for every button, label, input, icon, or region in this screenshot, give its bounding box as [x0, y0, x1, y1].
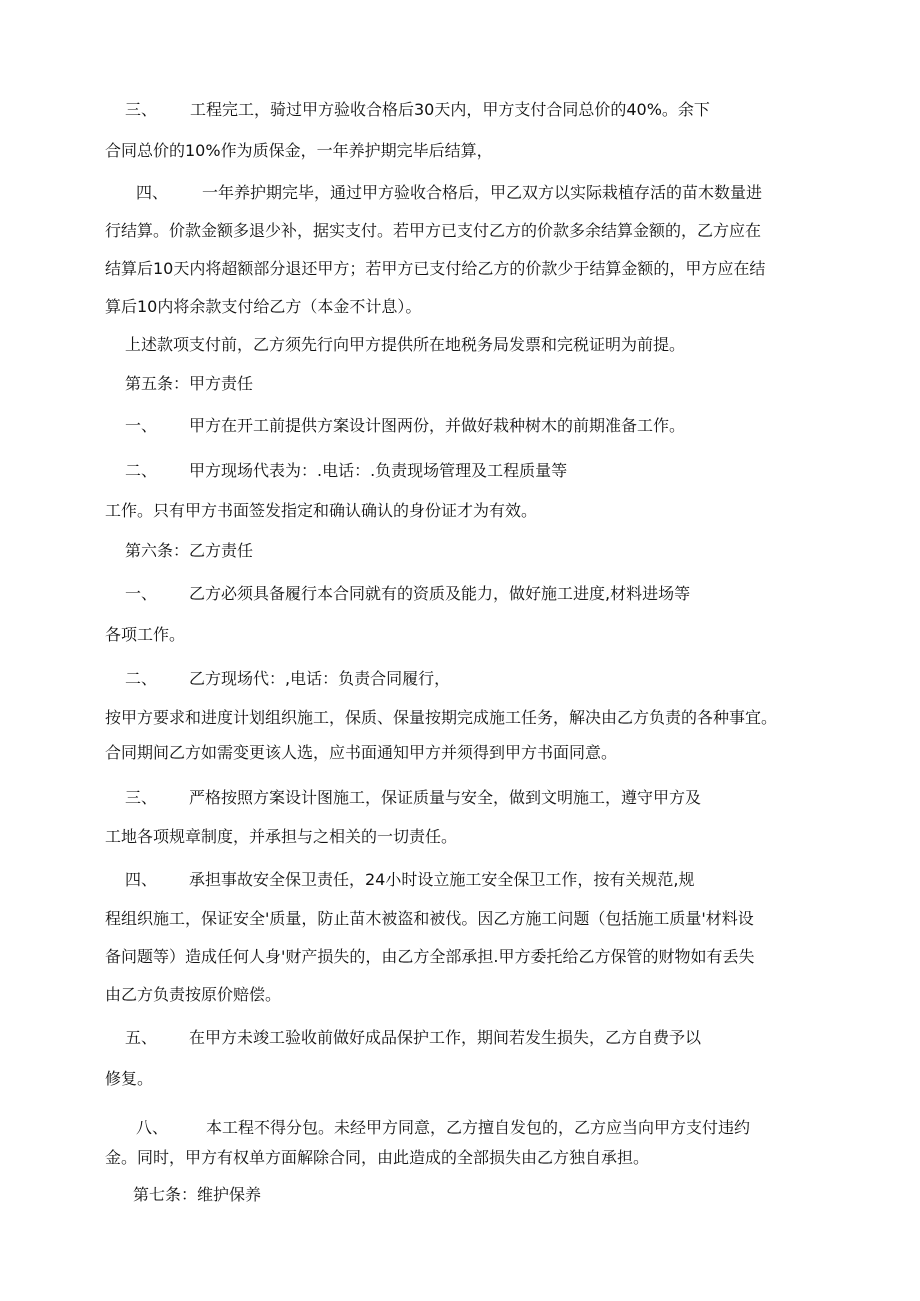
article-heading: 第七条：维护保养: [133, 1185, 262, 1204]
item-number: 五、: [125, 1028, 158, 1047]
item-number: 四、: [136, 183, 169, 202]
text-line: 乙方必须具备履行本合同就有的资质及能力，做好施工进度,材料进场等: [189, 584, 691, 603]
article-heading: 第六条：乙方责任: [125, 541, 254, 560]
item-number: 四、: [125, 870, 158, 889]
text-line: 承担事故安全保卫责任，24小时设立施工安全保卫工作，按有关规范,规: [189, 870, 695, 889]
item-number: 一、: [125, 416, 158, 435]
text-line: 本工程不得分包。未经甲方同意，乙方擅自发包的，乙方应当向甲方支付违约: [206, 1118, 751, 1137]
text-line: 程组织施工，保证安全'质量，防止苗木被盗和被伐。因乙方施工问题（包括施工质量'材料设: [105, 909, 754, 928]
text-line: 按甲方要求和进度计划组织施工，保质、保量按期完成施工任务，解决由乙方负责的各种事宜。: [105, 708, 778, 727]
text-line: 一年养护期完毕，通过甲方验收合格后，甲乙双方以实际栽植存活的苗木数量进: [202, 183, 763, 202]
article-heading: 第五条：甲方责任: [125, 374, 254, 393]
text-line: 备问题等）造成任何人身'财产损失的，由乙方全部承担.甲方委托给乙方保管的财物如有丢失: [105, 947, 755, 966]
text-line: 由乙方负责按原价赔偿。: [105, 985, 282, 1004]
text-line: 甲方在开工前提供方案设计图两份，并做好栽种树木的前期准备工作。: [189, 416, 686, 435]
text-line: 算后10内将余款支付给乙方（本金不计息）。: [105, 297, 422, 316]
text-line: 金。同时，甲方有权单方面解除合同，由此造成的全部损失由乙方独自承担。: [105, 1148, 650, 1167]
item-number: 三、: [125, 788, 158, 807]
text-line: 合同期间乙方如需变更该人选，应书面通知甲方并须得到甲方书面同意。: [105, 743, 618, 762]
text-line: 工程完工，骑过甲方验收合格后30天内，甲方支付合同总价的40%。余下: [190, 100, 710, 119]
text-line: 各项工作。: [105, 625, 186, 644]
text-line: 工地各项规章制度，并承担与之相关的一切责任。: [105, 827, 458, 846]
text-line: 结算后10天内将超额部分退还甲方；若甲方已支付给乙方的价款少于结算金额的，甲方应在结: [105, 259, 766, 278]
text-line: 修复。: [105, 1069, 154, 1088]
text-line: 甲方现场代表为：.电话：.负责现场管理及工程质量等: [189, 461, 568, 480]
text-line: 工作。只有甲方书面签发指定和确认确认的身份证才为有效。: [105, 501, 538, 520]
text-line: 合同总价的10%作为质保金，一年养护期完毕后结算，: [105, 141, 493, 160]
text-line: 乙方现场代：,电话：负责合同履行，: [189, 669, 451, 688]
item-number: 二、: [125, 461, 158, 480]
text-line: 上述款项支付前，乙方须先行向甲方提供所在地税务局发票和完税证明为前提。: [125, 335, 686, 354]
item-number: 三、: [125, 100, 158, 119]
item-number: 一、: [125, 584, 158, 603]
item-number: 二、: [125, 669, 158, 688]
text-line: 严格按照方案设计图施工，保证质量与安全，做到文明施工，遵守甲方及: [189, 788, 702, 807]
text-line: 行结算。价款金额多退少补，据实支付。若甲方已支付乙方的价款多余结算金额的，乙方应在: [105, 221, 762, 240]
item-number: 八、: [136, 1118, 169, 1137]
text-line: 在甲方未竣工验收前做好成品保护工作，期间若发生损失，乙方自费予以: [189, 1028, 702, 1047]
